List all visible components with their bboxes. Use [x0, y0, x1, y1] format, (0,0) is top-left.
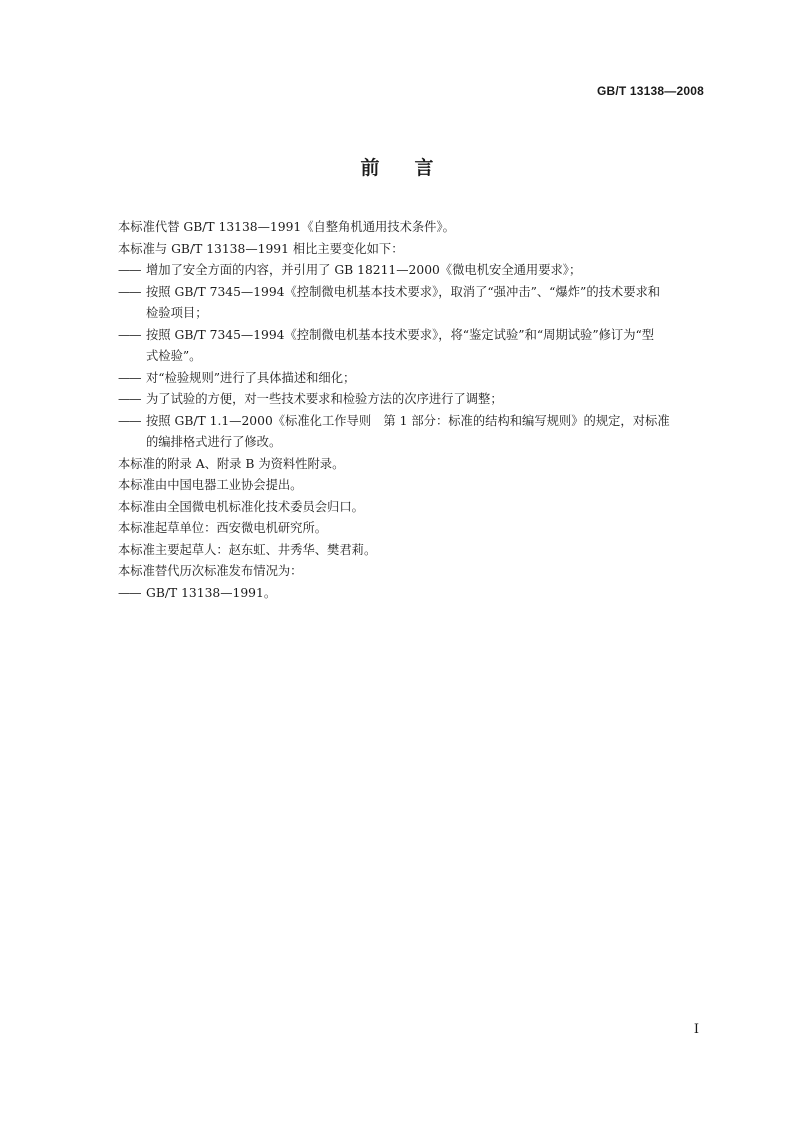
paragraph-line: 本标准与 GB/T 13138—1991 相比主要变化如下：	[118, 241, 404, 256]
list-item-text: 增加了安全方面的内容，并引用了 GB 18211—2000《微电机安全通用要求》；	[146, 263, 582, 277]
dash-list-item	[118, 389, 708, 411]
dash-list-item	[118, 368, 708, 390]
dash-list-item	[118, 325, 708, 347]
dash-marker: ——	[118, 413, 141, 428]
dash-marker: ——	[118, 327, 141, 342]
paragraph-line: 本标准由中国电器工业协会提出。	[118, 478, 303, 492]
dash-marker: ——	[118, 585, 141, 600]
list-item-text: 对“检验规则”进行了具体描述和细化；	[146, 370, 356, 385]
list-item-text: 按照 GB/T 7345—1994《控制微电机基本技术要求》，取消了“强冲击”、“爆炸”的技术要求和	[146, 284, 661, 299]
dash-marker: ——	[118, 284, 141, 299]
dash-list-item	[118, 583, 708, 605]
dash-marker: ——	[118, 263, 141, 277]
page-number: I	[693, 1022, 699, 1037]
paragraph-line: 本标准替代历次标准发布情况为：	[118, 564, 303, 578]
list-item-text: GB/T 13138—1991。	[146, 585, 277, 600]
list-item-continuation: 的编排格式进行了修改。	[146, 435, 282, 449]
dash-marker: ——	[118, 370, 141, 385]
page-title: 前言	[360, 157, 469, 179]
document-code: GB/T 13138—2008	[596, 84, 704, 98]
paragraph-line: 本标准代替 GB/T 13138—1991《自整角机通用技术条件》。	[118, 220, 455, 234]
list-item-text: 按照 GB/T 1.1—2000《标准化工作导则 第 1 部分：标准的结构和编写规则》的规定，对标准	[146, 413, 670, 428]
paragraph-line: 本标准由全国微电机标准化技术委员会归口。	[118, 499, 364, 514]
paragraph-line: 本标准起草单位：西安微电机研究所。	[118, 521, 328, 535]
dash-marker: ——	[118, 392, 141, 406]
list-item-text: 按照 GB/T 7345—1994《控制微电机基本技术要求》，将“鉴定试验”和“周期试验”修订为“型	[146, 327, 655, 342]
dash-list-item	[118, 282, 708, 304]
paragraph-line: 本标准的附录 A、附录 B 为资料性附录。	[118, 456, 345, 471]
list-item-continuation: 式检验”。	[146, 349, 202, 363]
paragraph-line: 本标准主要起草人：赵东虹、井秀华、樊君莉。	[118, 542, 377, 557]
foreword-body	[118, 217, 708, 604]
list-item-text: 为了试验的方便，对一些技术要求和检验方法的次序进行了调整；	[146, 392, 503, 406]
dash-list-item	[118, 411, 708, 433]
list-item-continuation: 检验项目；	[146, 306, 208, 320]
dash-list-item	[118, 260, 708, 282]
